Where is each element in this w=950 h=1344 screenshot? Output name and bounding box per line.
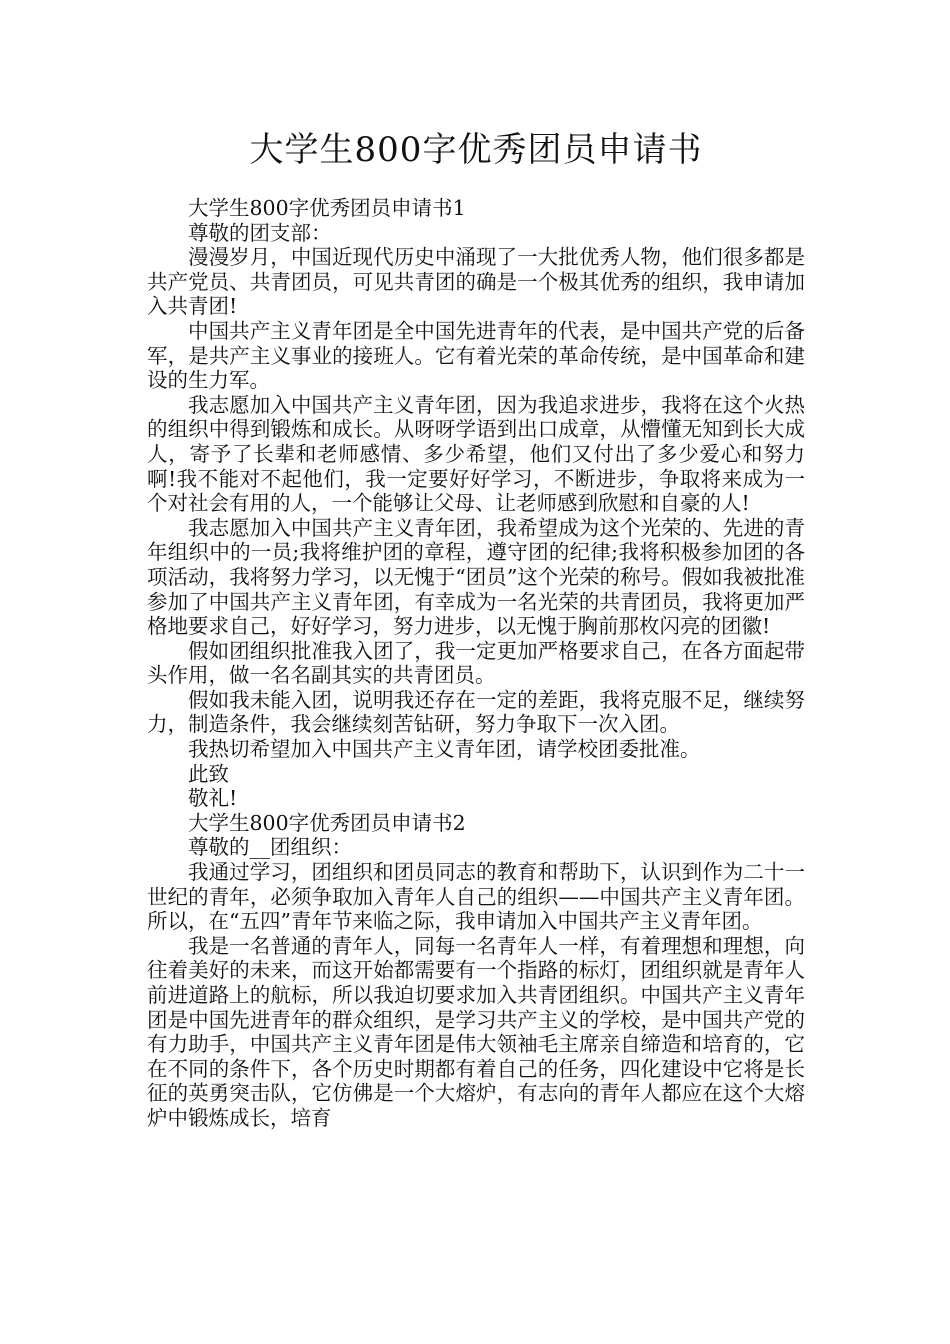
paragraph-heading-2: 大学生800字优秀团员申请书2	[188, 810, 466, 835]
paragraph: 假如团组织批准我入团了，我一定更加严格要求自己，在各方面起带头作用，做一名名副其实的共青团员。	[147, 638, 805, 688]
paragraph-closing: 此致	[188, 761, 229, 786]
paragraph: 我志愿加入中国共产主义青年团，因为我追求进步，我将在这个火热的组织中得到锻炼和成长。从呀呀学语到出口成章，从懵懂无知到长大成人，寄予了长辈和老师感情、多少希望，他们又付出了多少爱心和努力啊!我不能对不起他们，我一定要好好学习，不断进步，争取将来成为一个对社会有用的人，一个能够让父母、让老师感到欣慰和自豪的人!	[147, 392, 805, 516]
document-body	[147, 196, 805, 1131]
paragraph: 我志愿加入中国共产主义青年团，我希望成为这个光荣的、先进的青年组织中的一员;我将维护团的章程，遵守团的纪律;我将积极参加团的各项活动，我将努力学习，以无愧于“团员”这个光荣的称号。假如我被批准参加了中国共产主义青年团，有幸成为一名光荣的共青团员，我将更加严格地要求自己，好好学习，努力进步，以无愧于胸前那枚闪亮的团徽!	[147, 515, 805, 639]
paragraph: 我是一名普通的青年人，同每一名青年人一样，有着理想和理想，向往着美好的未来，而这开始都需要有一个指路的标灯，团组织就是青年人前进道路上的航标，所以我迫切要求加入共青团组织。中国共产主义青年团是中国先进青年的群众组织，是学习共产主义的学校，是中国共产党的有力助手，中国共产主义青年团是伟大领袖毛主席亲自缔造和培育的，它在不同的条件下，各个历史时期都有着自己的任务，四化建设中它将是长征的英勇突击队，它仿佛是一个大熔炉，有志向的青年人都应在这个大熔炉中锻炼成长，培育	[147, 933, 805, 1130]
document-page	[147, 128, 805, 1131]
paragraph-salutation-2: 尊敬的__团组织：	[188, 835, 352, 860]
paragraph: 假如我未能入团，说明我还存在一定的差距，我将克服不足，继续努力，制造条件，我会继续刻苦钻研，努力争取下一次入团。	[147, 687, 805, 737]
paragraph: 我通过学习，团组织和团员同志的教育和帮助下，认识到作为二十一世纪的青年，必须争取加入青年人自己的组织——中国共产主义青年团。所以，在“五四”青年节来临之际，我申请加入中国共产主义青年团。	[147, 860, 805, 934]
paragraph: 漫漫岁月，中国近现代历史中涌现了一大批优秀人物，他们很多都是共产党员、共青团员，可见共青团的确是一个极其优秀的组织，我申请加入共青团!	[147, 245, 805, 319]
paragraph-regards: 敬礼!	[188, 786, 238, 811]
paragraph-salutation-1: 尊敬的团支部：	[188, 220, 332, 245]
paragraph: 中国共产主义青年团是全中国先进青年的代表，是中国共产党的后备军，是共产主义事业的接班人。它有着光荣的革命传统，是中国革命和建设的生力军。	[147, 318, 805, 393]
document-title: 大学生800字优秀团员申请书	[249, 130, 703, 170]
paragraph: 我热切希望加入中国共产主义青年团，请学校团委批准。	[188, 737, 701, 762]
paragraph-heading-1: 大学生800字优秀团员申请书1	[188, 196, 466, 220]
